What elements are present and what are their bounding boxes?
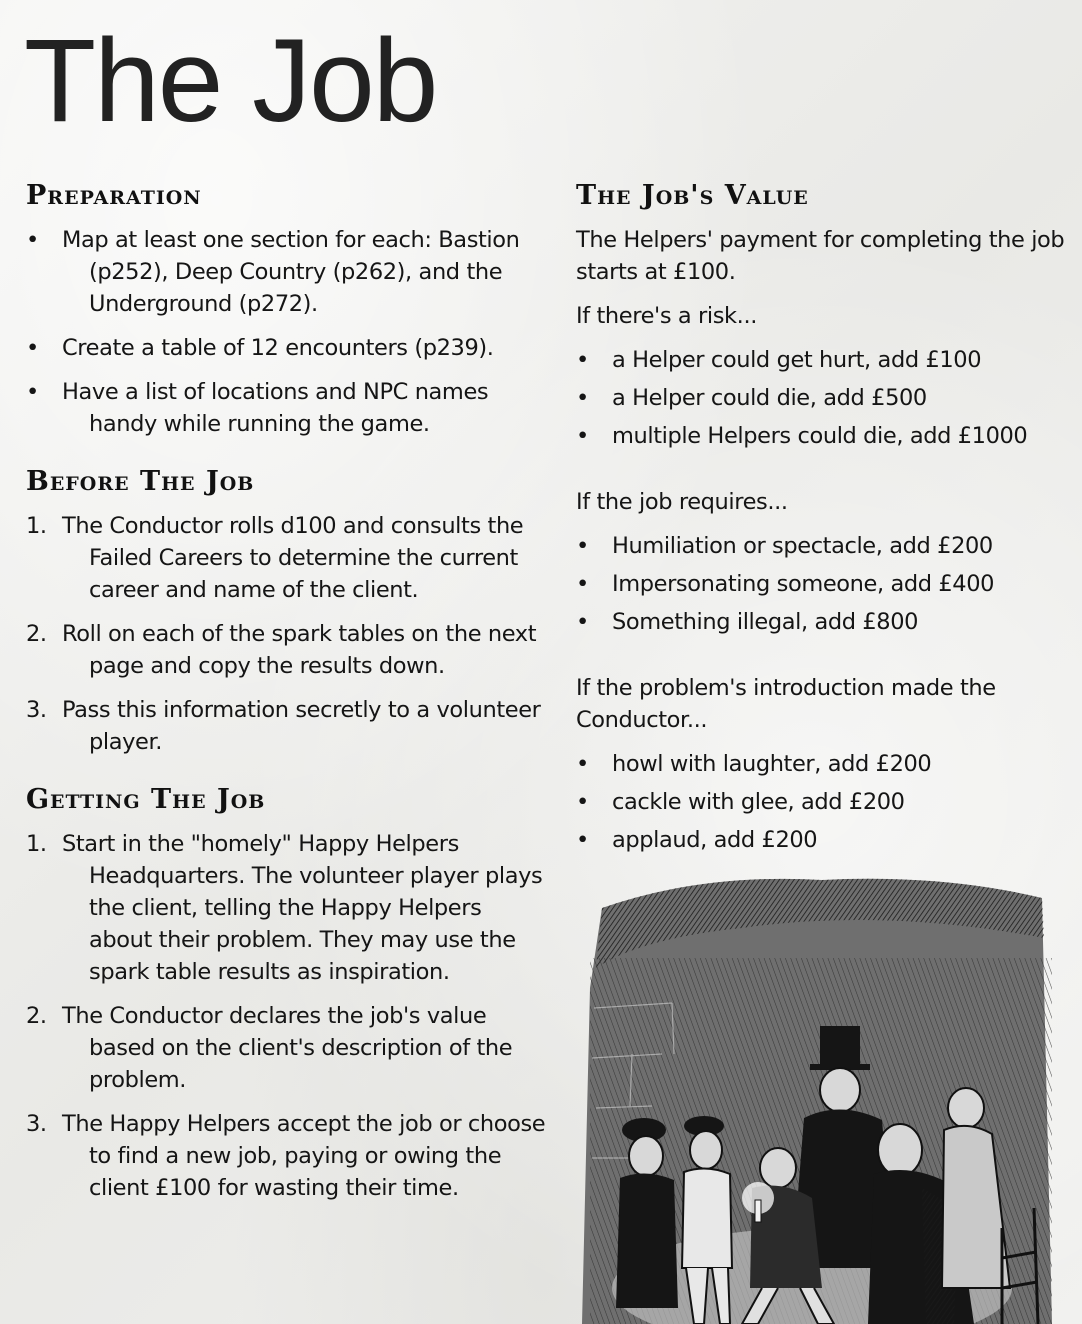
list-item (576, 344, 1066, 376)
bullet-marker: • (576, 533, 589, 559)
list-item (576, 606, 1066, 638)
list-item-text: The Conductor rolls d100 and consults the Failed Careers to determine the current career and name of the client. (62, 513, 524, 603)
number-marker: 1. (26, 513, 47, 539)
preparation-section (26, 180, 546, 440)
list-item-text: The Conductor declares the job's value based on the client's description of the problem. (62, 1003, 513, 1093)
list-item-text: a Helper could die, add £500 (612, 385, 927, 411)
preparation-list (26, 224, 546, 440)
before-job-section (26, 466, 546, 758)
list-item-text: Pass this information secretly to a volunteer player. (62, 697, 541, 755)
number-marker: 1. (26, 831, 47, 857)
list-item-text: Create a table of 12 encounters (p239). (62, 335, 494, 361)
bullet-marker: • (576, 347, 589, 373)
list-item-text: cackle with glee, add £200 (612, 789, 905, 815)
bullet-marker: • (26, 379, 39, 405)
risk-list (576, 344, 1066, 452)
bullet-marker: • (576, 751, 589, 777)
list-item (26, 332, 546, 364)
list-item-text: Start in the "homely" Happy Helpers Headquarters. The volunteer player plays the client, telling the Happy Helpers about their problem. They may use the spark table results as inspiration. (62, 831, 543, 985)
bullet-marker: • (576, 609, 589, 635)
list-item (576, 420, 1066, 452)
list-item (576, 786, 1066, 818)
bullet-marker: • (576, 571, 589, 597)
preparation-heading: Preparation (26, 180, 202, 211)
number-marker: 2. (26, 1003, 47, 1029)
list-item-text: Roll on each of the spark tables on the next page and copy the results down. (62, 621, 537, 679)
getting-job-section (26, 784, 546, 1204)
getting-job-heading: Getting The Job (26, 784, 266, 815)
number-marker: 2. (26, 621, 47, 647)
bullet-marker: • (576, 789, 589, 815)
number-marker: 3. (26, 697, 47, 723)
risk-label: If there's a risk... (576, 303, 757, 329)
list-item (26, 376, 546, 440)
bullet-marker: • (576, 423, 589, 449)
list-item-text: multiple Helpers could die, add £1000 (612, 423, 1028, 449)
requires-label: If the job requires... (576, 489, 788, 515)
bullet-marker: • (576, 385, 589, 411)
list-item (576, 748, 1066, 780)
getting-job-list (26, 828, 546, 1204)
bullet-marker: • (576, 827, 589, 853)
list-item (576, 382, 1066, 414)
bullet-marker: • (26, 335, 39, 361)
before-job-heading: Before The Job (26, 466, 255, 497)
job-value-intro: The Helpers' payment for completing the job starts at £100. (576, 227, 1065, 285)
victorian-engraving-illustration (582, 868, 1060, 1324)
left-column (26, 180, 546, 1230)
list-item (26, 694, 546, 758)
list-item-text: Have a list of locations and NPC names handy while running the game. (62, 379, 489, 437)
right-column (576, 180, 1066, 862)
list-item-text: Something illegal, add £800 (612, 609, 919, 635)
number-marker: 3. (26, 1111, 47, 1137)
list-item-text: Humiliation or spectacle, add £200 (612, 533, 993, 559)
list-item (576, 568, 1066, 600)
list-item (26, 618, 546, 682)
job-value-heading: The Job's Value (576, 180, 809, 211)
list-item (26, 1108, 546, 1204)
page-title: The Job (24, 15, 437, 147)
reaction-label: If the problem's introduction made the Conductor... (576, 675, 996, 733)
reaction-list (576, 748, 1066, 856)
list-item (576, 824, 1066, 856)
list-item-text: Impersonating someone, add £400 (612, 571, 995, 597)
before-job-list (26, 510, 546, 758)
list-item (26, 828, 546, 988)
requires-list (576, 530, 1066, 638)
list-item-text: applaud, add £200 (612, 827, 818, 853)
list-item-text: The Happy Helpers accept the job or choose to find a new job, paying or owing the client £100 for wasting their time. (62, 1111, 546, 1201)
list-item (26, 1000, 546, 1096)
bullet-marker: • (26, 227, 39, 253)
list-item (26, 510, 546, 606)
list-item (26, 224, 546, 320)
list-item-text: a Helper could get hurt, add £100 (612, 347, 982, 373)
list-item-text: Map at least one section for each: Bastion (p252), Deep Country (p262), and the Underground (p272). (62, 227, 520, 317)
list-item-text: howl with laughter, add £200 (612, 751, 932, 777)
list-item (576, 530, 1066, 562)
